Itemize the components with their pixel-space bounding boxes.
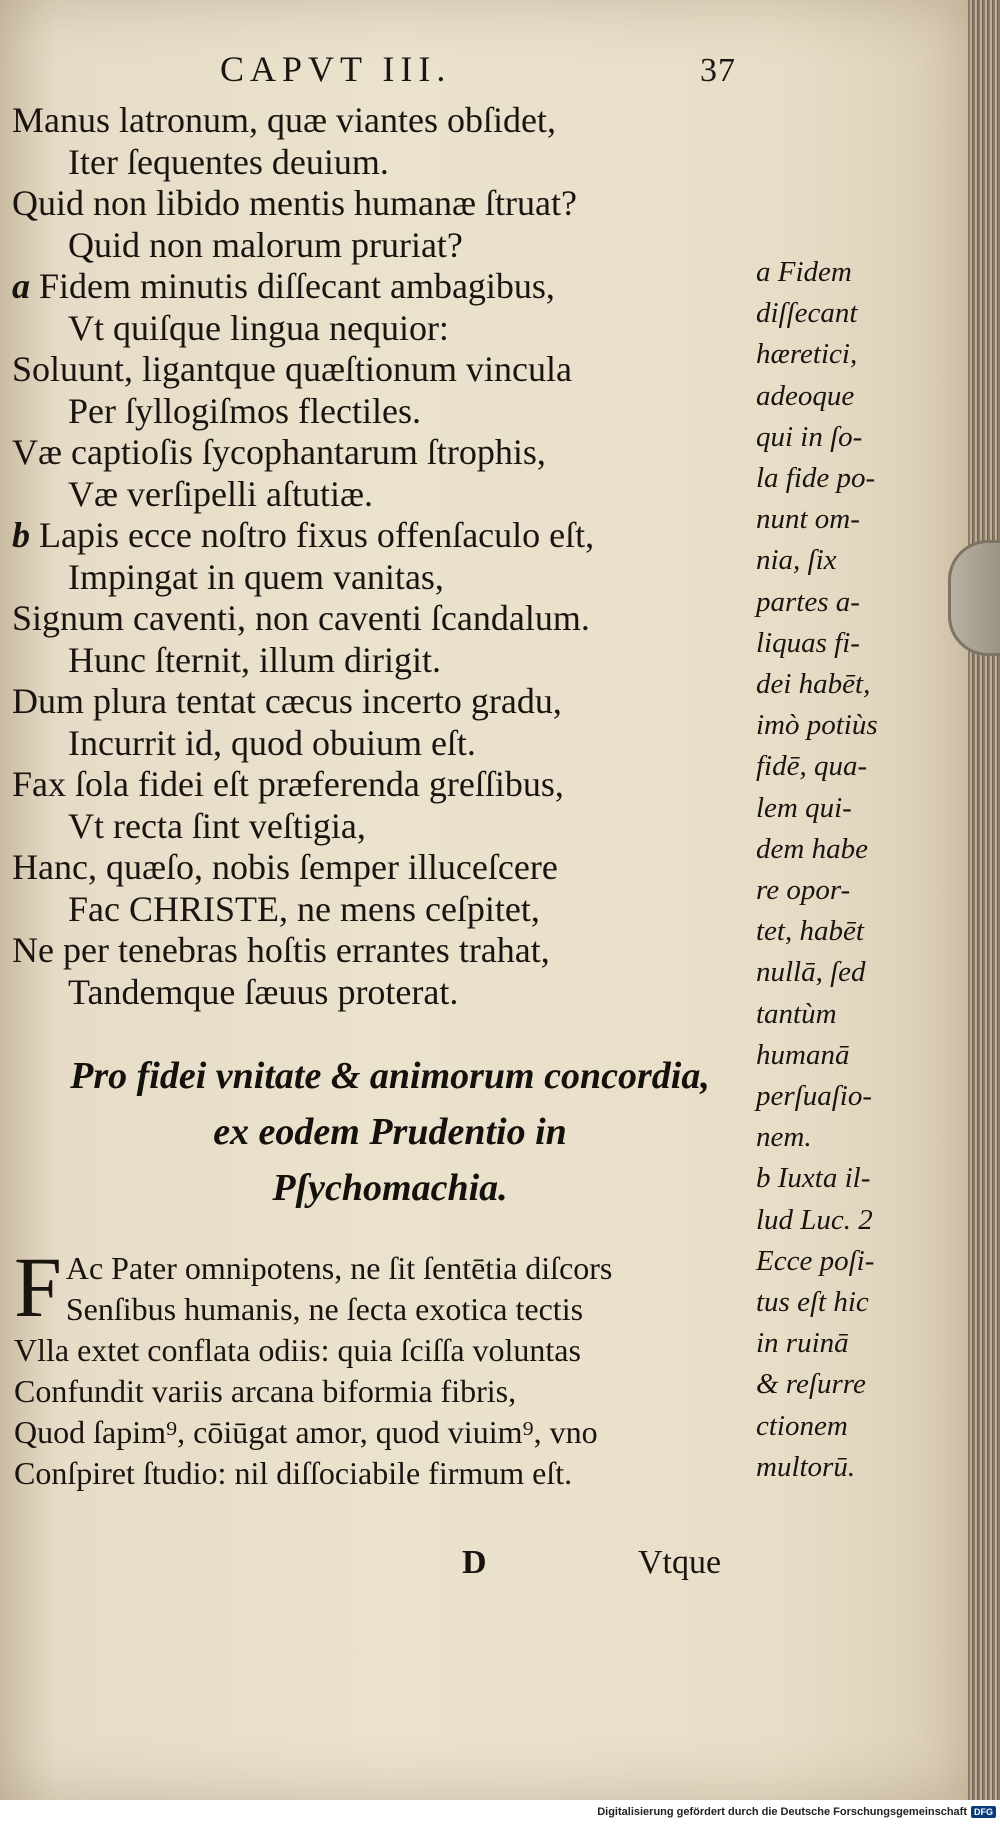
verse-line: Væ verſipelli aſtutiæ. <box>68 473 373 514</box>
margin-note-line: partes a- <box>756 585 860 618</box>
margin-note-line: tantùm <box>756 997 837 1030</box>
margin-note-line: b Iuxta il- <box>756 1162 871 1195</box>
poem-line: Conſpiret ſtudio: nil diſſociabile firmum eſt. <box>14 1455 573 1491</box>
verse-line-text: Fidem minutis diſſecant ambagibus, <box>39 266 555 306</box>
dfg-logo: DFG <box>971 1806 996 1818</box>
verse-line: Fax ſola fidei eſt præferenda greſſibus, <box>12 764 564 804</box>
poem-line: Vlla extet conflata odiis: quia ſciſſa voluntas <box>14 1332 581 1368</box>
verse-line: Dum plura tentat cæcus incerto gradu, <box>12 681 562 721</box>
margin-note-line: tus eſt hic <box>756 1286 869 1319</box>
margin-note-line: liquas fi- <box>756 626 860 659</box>
margin-note-line: perſuaſio- <box>756 1080 872 1113</box>
verse-line: Manus latronum, quæ viantes obſidet, <box>12 100 556 140</box>
verse-line: Quid non libido mentis humanæ ſtruat? <box>12 183 577 223</box>
verse-line: Vt quiſque lingua nequior: <box>68 307 449 348</box>
page-footer <box>0 1544 760 1594</box>
margin-note-line: & reſurre <box>756 1368 866 1401</box>
page-edge-strip <box>968 0 1000 1800</box>
margin-note-line: dem habe <box>756 832 868 865</box>
running-head: CAPVT III. <box>220 49 452 89</box>
catchword: Vtque <box>638 1544 722 1581</box>
margin-note-line: nem. <box>756 1121 812 1154</box>
margin-note-line: nia, ſix <box>756 544 837 577</box>
margin-note-line: tet, habēt <box>756 915 864 948</box>
margin-note-line: fidē, qua- <box>756 750 868 783</box>
margin-note-line: in ruinā <box>756 1327 849 1360</box>
verse-line <box>12 266 732 308</box>
margin-note-line: la fide po- <box>756 462 876 495</box>
margin-note-line: qui in ſo- <box>756 420 863 453</box>
section-heading-line: Pſychomachia. <box>272 1167 508 1209</box>
margin-note-line: nullā, ſed <box>756 956 866 989</box>
poem-line: Ac Pater omnipotens, ne ſit ſentētia diſcors <box>65 1250 613 1286</box>
margin-note-line: adeoque <box>756 379 855 412</box>
verse-line: Iter ſequentes deuium. <box>68 141 389 182</box>
verse-line: Hunc ſternit, illum dirigit. <box>68 639 441 680</box>
verse-line-text: Lapis ecce noſtro fixus offenſaculo eſt, <box>39 515 595 555</box>
section-heading <box>20 1048 760 1216</box>
drop-cap: F <box>14 1239 62 1335</box>
verse-line: Tandemque ſæuus proterat. <box>68 971 459 1012</box>
verse-line: Soluunt, ligantque quæſtionum vincula <box>12 349 572 389</box>
margin-note-line: lem qui- <box>756 791 852 824</box>
signature-mark: D <box>462 1544 487 1581</box>
margin-note-line: nunt om- <box>756 503 860 536</box>
verse-line: Per ſyllogiſmos flectiles. <box>68 390 421 431</box>
hymn-verse <box>12 100 732 1013</box>
margin-note-line: Ecce poſi- <box>756 1244 875 1277</box>
verse-line: Ne per tenebras hoſtis errantes trahat, <box>12 930 550 970</box>
verse-line: Impingat in quem vanitas, <box>68 556 444 597</box>
verse-line <box>12 515 732 557</box>
verse-line: Incurrit id, quod obuium eſt. <box>68 722 476 763</box>
verse-line: Quid non malorum pruriat? <box>68 224 463 265</box>
marginal-note <box>756 252 926 1488</box>
note-mark-b: b <box>12 515 30 555</box>
poem-line: Confundit variis arcana biformia fibris, <box>14 1373 517 1409</box>
page-header <box>210 48 770 98</box>
verse-line: Hanc, quæſo, nobis ſemper illuceſcere <box>12 847 558 887</box>
dfg-footer-bar <box>0 1800 1000 1824</box>
poem-line: Senſibus humanis, ne ſecta exotica tectis <box>65 1291 584 1327</box>
margin-note-line: a Fidem <box>756 256 852 288</box>
margin-note-line: ctionem <box>756 1409 848 1442</box>
margin-note-line: diſſecant <box>756 297 858 330</box>
margin-note-line: hæretici, <box>756 338 858 371</box>
margin-note-line: multorū. <box>756 1450 856 1483</box>
poem-line: Quod ſapim⁹, cōiūgat amor, quod viuim⁹, vno <box>14 1414 598 1450</box>
margin-note-line: re opor- <box>756 874 851 907</box>
margin-note-line: humanā <box>756 1038 850 1071</box>
margin-note-line: dei habēt, <box>756 668 871 701</box>
page-clip-tab <box>948 540 1000 656</box>
note-mark-a: a <box>12 266 30 306</box>
margin-note-line: imò potiùs <box>756 709 878 742</box>
verse-line: Fac CHRISTE, ne mens ceſpitet, <box>68 888 540 929</box>
section-heading-line: ex eodem Prudentio in <box>213 1111 567 1153</box>
prudentius-poem <box>14 1239 754 1494</box>
verse-line: Væ captioſis ſycophantarum ſtrophis, <box>12 432 546 472</box>
section-heading-line: Pro fidei vnitate & animorum concordia, <box>70 1055 710 1097</box>
dfg-funding-text: Digitalisierung gefördert durch die Deutsche Forschungsgemeinschaft <box>597 1806 967 1818</box>
margin-note-line: lud Luc. 2 <box>756 1203 873 1236</box>
verse-line: Vt recta ſint veſtigia, <box>68 805 366 846</box>
page-number: 37 <box>700 52 736 89</box>
verse-line: Signum caventi, non caventi ſcandalum. <box>12 598 590 638</box>
